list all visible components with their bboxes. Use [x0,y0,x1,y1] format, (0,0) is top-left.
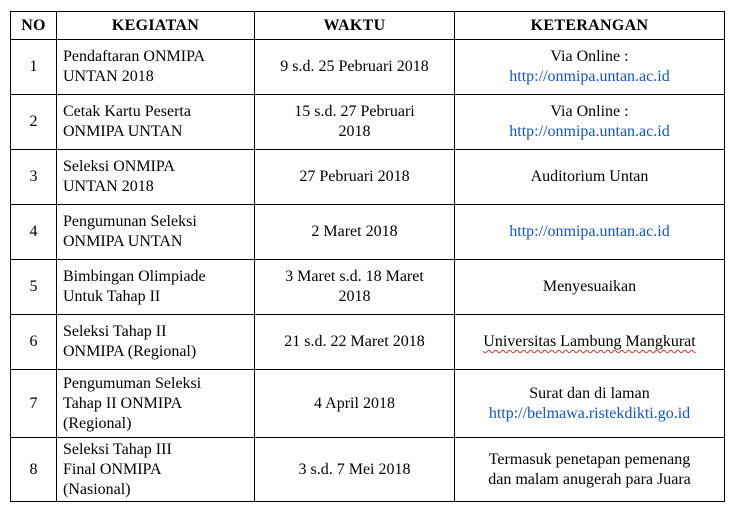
waktu-line: 3 s.d. 7 Mei 2018 [298,460,411,478]
row-kegiatan [57,260,255,315]
belmawa-link[interactable]: http://belmawa.ristekdikti.go.id [488,404,691,422]
row-keterangan [455,438,725,502]
table-row [11,315,725,370]
table-row [11,205,725,260]
kegiatan-line: Seleksi ONMIPA [63,158,175,175]
waktu-line: 2018 [338,288,371,305]
keterangan-text: Termasuk penetapan pemenang [488,450,691,468]
row-keterangan [455,315,725,370]
row-no: 8 [11,438,57,502]
row-keterangan [455,150,725,205]
kegiatan-line: UNTAN 2018 [63,68,154,85]
row-keterangan [455,95,725,150]
header-row [11,12,725,40]
row-kegiatan [57,315,255,370]
kegiatan-line: Tahap II ONMIPA [63,394,183,412]
header-keterangan: KETERANGAN [455,12,725,40]
waktu-line: 4 April 2018 [314,394,395,412]
onmipa-link[interactable]: http://onmipa.untan.ac.id [509,68,670,85]
waktu-line: 15 s.d. 27 Pebruari [294,103,415,120]
waktu-line: 2018 [338,123,371,140]
kegiatan-line: Bimbingan Olimpiade [63,268,206,285]
keterangan-text: dan malam anugerah para Juara [488,470,691,488]
kegiatan-line: (Nasional) [63,480,131,498]
row-keterangan [455,260,725,315]
kegiatan-line: (Regional) [63,414,132,432]
row-waktu [255,260,455,315]
row-waktu [255,438,455,502]
keterangan-text: Menyesuaikan [542,278,637,295]
header-waktu: WAKTU [255,12,455,40]
kegiatan-line: Seleksi Tahap III [63,440,172,458]
row-no: 1 [11,40,57,95]
waktu-line: 3 Maret s.d. 18 Maret [285,268,424,285]
row-waktu [255,40,455,95]
row-keterangan [455,40,725,95]
kegiatan-line: Untuk Tahap II [63,288,161,305]
row-waktu [255,150,455,205]
waktu-line: 27 Pebruari 2018 [299,168,410,185]
row-no: 3 [11,150,57,205]
row-waktu [255,95,455,150]
waktu-line: 9 s.d. 25 Pebruari 2018 [280,58,429,75]
row-kegiatan [57,205,255,260]
kegiatan-line: UNTAN 2018 [63,178,154,195]
row-no: 5 [11,260,57,315]
header-no: NO [11,12,57,40]
table-row [11,150,725,205]
row-no: 7 [11,370,57,438]
table-row [11,95,725,150]
row-kegiatan [57,438,255,502]
row-no: 4 [11,205,57,260]
table-row [11,438,725,502]
table-row [11,40,725,95]
keterangan-text: Universitas Lambung Mangkurat [483,333,696,350]
waktu-line: 2 Maret 2018 [311,223,398,240]
row-waktu [255,370,455,438]
row-kegiatan [57,150,255,205]
row-keterangan [455,205,725,260]
kegiatan-line: Final ONMIPA [63,460,162,478]
row-kegiatan [57,40,255,95]
kegiatan-line: Pengumuman Seleksi [63,374,202,392]
row-keterangan [455,370,725,438]
onmipa-link[interactable]: http://onmipa.untan.ac.id [509,223,670,240]
row-kegiatan [57,370,255,438]
kegiatan-line: ONMIPA UNTAN [63,123,183,140]
row-waktu [255,205,455,260]
onmipa-link[interactable]: http://onmipa.untan.ac.id [509,123,670,140]
keterangan-text: Surat dan di laman [529,384,650,402]
kegiatan-line: ONMIPA UNTAN [63,233,183,250]
kegiatan-line: Seleksi Tahap II [63,323,167,340]
header-kegiatan: KEGIATAN [57,12,255,40]
keterangan-text: Via Online : [550,48,629,65]
kegiatan-line: Cetak Kartu Peserta [63,103,191,120]
waktu-line: 21 s.d. 22 Maret 2018 [284,333,425,350]
table-row [11,370,725,438]
schedule-table [10,11,725,502]
row-kegiatan [57,95,255,150]
row-no: 2 [11,95,57,150]
table-row [11,260,725,315]
keterangan-text: Via Online : [550,103,629,120]
kegiatan-line: Pengumunan Seleksi [63,213,197,230]
row-waktu [255,315,455,370]
keterangan-text: Auditorium Untan [530,168,649,185]
row-no: 6 [11,315,57,370]
kegiatan-line: Pendaftaran ONMIPA [63,48,206,65]
kegiatan-line: ONMIPA (Regional) [63,343,197,360]
